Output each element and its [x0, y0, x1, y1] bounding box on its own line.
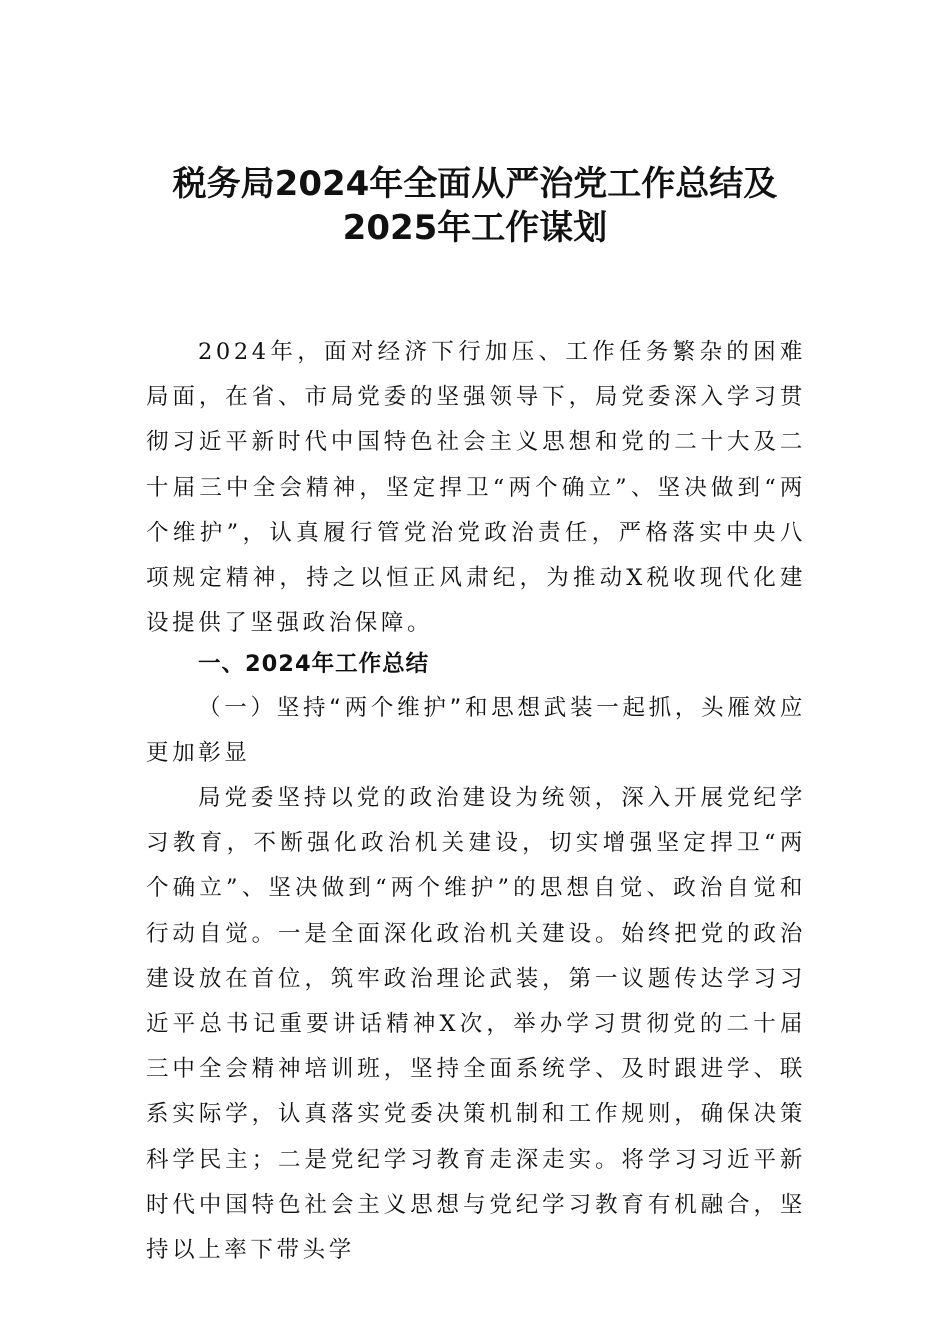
section-heading-1: 一、2024年工作总结 — [198, 651, 430, 677]
document-title-line-1: 税务局2024年全面从严治党工作总结及 — [172, 164, 778, 204]
paragraph-intro: 2024年，面对经济下行加压、工作任务繁杂的困难局面，在省、市局党委的坚强领导下，局党委深入学习贯彻习近平新时代中国特色社会主义思想和党的二十大及二十届三中全会精神，坚定捍卫“两个确立”、坚决做到“两个维护”，认真履行管党治党政治责任，严格落实中央八项规定精神，持之以恒正风肃纪，为推动X税收现代化建设提供了坚强政治保障。 — [146, 339, 806, 637]
subsection-heading-1: （一）坚持“两个维护”和思想武装一起抓，头雁效应更加彰显 — [146, 695, 806, 767]
document-title-line-2: 2025年工作谋划 — [342, 208, 608, 248]
paragraph-body: 局党委坚持以党的政治建设为统领，深入开展党纪学习教育，不断强化政治机关建设，切实增强坚定捍卫“两个确立”、坚决做到“两个维护”的思想自觉、政治自觉和行动自觉。一是全面深化政治机关建设。始终把党的政治建设放在首位，筑牢政治理论武装，第一议题传达学习习近平总书记重要讲话精神X次，举办学习贯彻党的二十届三中全会精神培训班，坚持全面系统学、及时跟进学、联系实际学，认真落实党委决策机制和工作规则，确保决策科学民主；二是党纪学习教育走深走实。将学习习近平新时代中国特色社会主义思想与党纪学习教育有机融合，坚持以上率下带头学 — [146, 785, 806, 1264]
